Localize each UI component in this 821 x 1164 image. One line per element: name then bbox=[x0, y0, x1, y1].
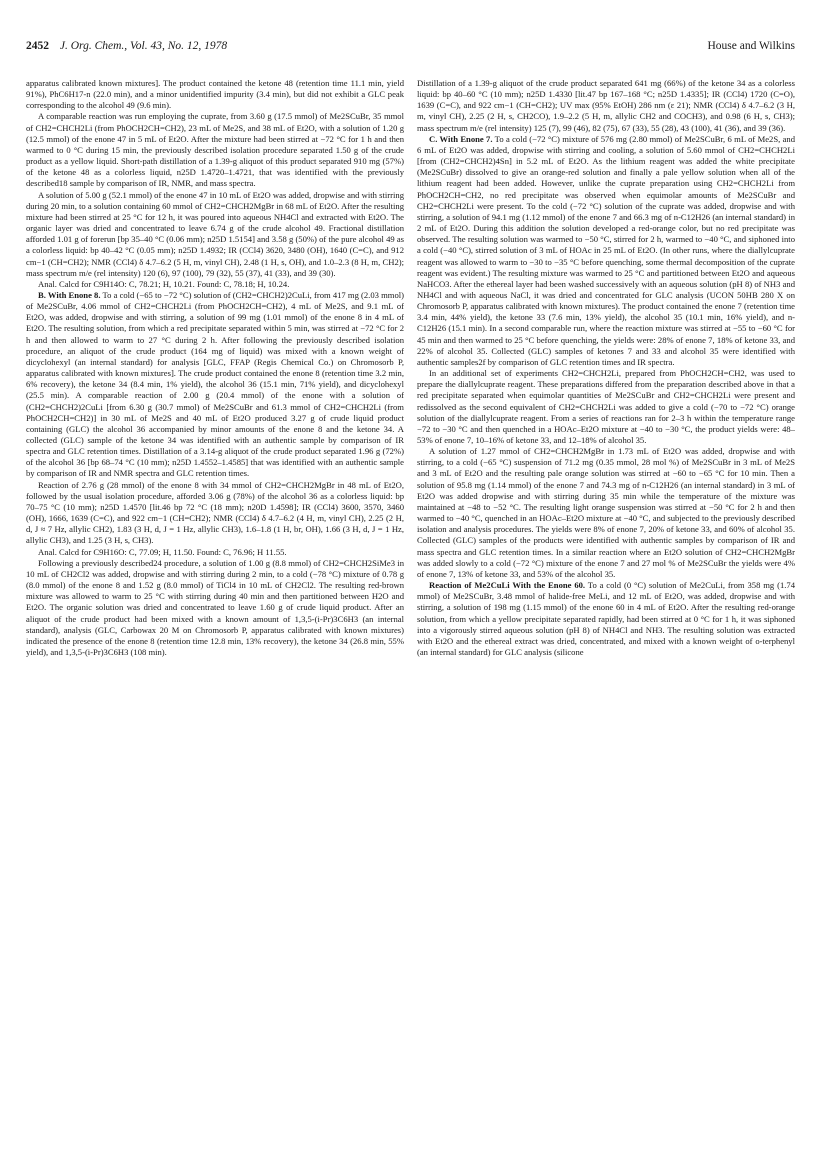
paragraph-text: apparatus calibrated known mixtures]. The product contained the ketone 48 (retention time 11.1 min, yield 91%), PhC6H17-n (22.0 min), and a minor unidentified impurity (3.4 min), but did not exhibit a GLC peak corresponding to the alcohol 49 (9.6 min). bbox=[26, 78, 404, 111]
paragraph-text: Anal. Calcd for C9H14O: C, 78.21; H, 10.21. Found: C, 78.18; H, 10.24. bbox=[38, 278, 290, 289]
left-column bbox=[26, 78, 404, 1148]
paragraph bbox=[26, 279, 404, 290]
paragraph-text: Anal. Calcd for C9H16O: C, 77.09; H, 11.50. Found: C, 76.96; H 11.55. bbox=[38, 546, 287, 557]
paragraph bbox=[26, 78, 404, 111]
run-in-heading: B. With Enone 8. bbox=[38, 289, 101, 300]
paragraph bbox=[26, 111, 404, 189]
paragraph-text: In an additional set of experiments CH2=CHCH2Li, prepared from PhOCH2CH=CH2, was used to prepare the diallylcuprate reagent. These preparations differed from the preparation described above in that a red precipitate separated when equimolar quantities of Me2SCuBr and CH2=CHCH2Li were present and redissolved as the second equivalent of CH2=CHCH2Li was added to give a cold (−70 to −72 °C) orange solution of the diallylcuprate reagent. From a series of reactions ran for 2–3 h within the temperature range −72 to −30 °C and then quenched in a HOAc–Et2O mixture at −40 to −30 °C, the product yields were: 48–53% of enone 7, 10–16% of ketone 33, and 12–18% of alcohol 35. bbox=[417, 368, 795, 445]
paragraph bbox=[26, 558, 404, 658]
paragraph bbox=[417, 580, 795, 658]
journal-citation: J. Org. Chem., Vol. 43, No. 12, 1978 bbox=[59, 40, 228, 52]
paragraph-text: A solution of 5.00 g (52.1 mmol) of the enone 47 in 10 mL of Et2O was added, dropwise and with stirring during 20 min, to a solution containing 60 mmol of CH2=CHCH2MgBr in 68 mL of Et2O. After the resulting mixture had been stirred at 25 °C for 12 h, it was poured into aqueous NH4Cl and extracted with Et2O. The organic layer was dried and concentrated to leave 6.74 g of the crude alcohol 49. Fractional distillation afforded 1.01 g of forerun [bp 35–40 °C (0.06 mm); n25D 1.5154] and 3.58 g (50%) of the pure alcohol 49 as a colorless liquid: bp 40–42 °C (0.05 mm); n25D 1.4932; IR (CCl4) 3620, 3480 (OH), 1640 (C=C), and 912 cm−1 (CH=CH2); NMR (CCl4) δ 4.7–6.2 (5 H, m, vinyl CH), 2.48 (1 H, s, OH), and 1.0–2.3 (8 H, m, CH2); mass spectrum m/e (rel intensity) 120 (6), 97 (100), 79 (32), 55 (37), 41 (33), and 39 (30). bbox=[26, 189, 404, 278]
paragraph bbox=[417, 78, 795, 134]
running-authors: House and Wilkins bbox=[707, 40, 795, 52]
paragraph-text: A comparable reaction was run employing the cuprate, from 3.60 g (17.5 mmol) of Me2SCuBr, 35 mmol of CH2=CHCH2Li (from PhOCH2CH=CH2), 23 mL of Me2S, and 38 mL of Et2O, with a solution of 1.20 g (12.5 mmol) of the enone 47 in 5 mL of Et2O. After the mixture had been stirred at −72 °C for 1 h and then warmed to 0 °C during 15 min, the previously described isolation procedure separated 1.50 g of the crude product as a yellow liquid. Short-path distillation of a 1.39-g aliquot of this product separated 910 mg (57%) of the ketone 48 as a colorless liquid, n25D 1.4720–1.4721, that was identified with the previously described18 sample by comparison of IR, NMR, and mass spectra. bbox=[26, 111, 404, 189]
paragraph bbox=[417, 368, 795, 446]
paragraph-text: Following a previously described24 procedure, a solution of 1.00 g (8.8 mmol) of CH2=CHCH2SiMe3 in 10 mL of CH2Cl2 was added, dropwise and with stirring during 2 min, to a cold (−78 °C) mixture of 0.78 g (8.0 mmol) of the enone 8 and 1.52 g (8.0 mmol) of TiCl4 in 10 mL of CH2Cl2. The resulting red-brown mixture was allowed to warm to 25 °C with stirring during 40 min and then partitioned between H2O and Et2O. The organic solution was dried and concentrated to leave 1.60 g of crude liquid product. After an aliquot of the crude product had been mixed with a known amount of 1,3,5-(i-Pr)3C6H3 (an internal standard), analysis (GLC, Carbowax 20 M on Chromosorb P, apparatus calibrated with known mixtures) indicated the presence of the enone 8 (retention time 12.8 min, 13% recovery), the ketone 34 (26.8 min, 55% yield), and 1,3,5-(i-Pr)3C6H3 (108 min). bbox=[26, 557, 404, 657]
paragraph bbox=[26, 480, 404, 547]
paragraph-text: To a cold (0 °C) solution of Me2CuLi, from 358 mg (1.74 mmol) of Me2SCuBr, 3.48 mmol of halide-free MeLi, and 12 mL of Et2O, was added, dropwise and with stirring, a solution of 198 mg (1.15 mmol) of the enone 60 in 4 mL of Et2O. After the resulting red-orange solution, from which a yellow precipitate separated rapidly, had been stirred at 0 °C for 1 h, it was siphoned into a vigorously stirred aqueous solution (pH 8) of NH4Cl and NH3. The resulting solution was extracted with Et2O and the ethereal extract was dried, concentrated, and mixed with a known weight of o-terphenyl (an internal standard) for GLC analysis (silicone bbox=[417, 580, 795, 657]
paragraph bbox=[26, 190, 404, 279]
paragraph-text: To a cold (−65 to −72 °C) solution of (CH2=CHCH2)2CuLi, from 417 mg (2.03 mmol) of Me2SCuBr, 4.06 mmol of CH2=CHCH2Li (from PhOCH2CH=CH2), 4 mL of Me2S, and 9.1 mL of Et2O, was added, dropwise and with stirring, a solution of 99 mg (1.01 mmol) of the enone 8 in 4 mL of Et2O. The resulting solution, from which a red precipitate separated within 5 min, was stirred at −72 °C for 2 h and then allowed to warm to 27 °C during 2 h. After following the previously described isolation procedure, an aliquot of the crude product (164 mg of liquid) was mixed with a known weight of dicyclohexyl (an internal standard) for analysis [GLC, FFAP (Regis Chemical Co.) on Chromosorb P, apparatus calibrated with known mixtures]. The crude product contained the enone 8 (retention time 3.2 min, 6% recovery), the ketone 34 (8.4 min, 1% yield), the alcohol 36 (15.1 min, 71% yield), and dicyclohexyl (25.5 min). A comparable reaction of 2.00 g (20.4 mmol) of the enone with a solution of (CH2=CHCH2)2CuLi [from 6.30 g (30.7 mmol) of Me2SCuBr and 61.3 mmol of CH2=CHCH2Li (from PhOCH2CH=CH2)] in 30 mL of Me2S and 40 mL of Et2O produced 3.27 g of crude liquid product containing (GLC) the alcohol 36 accompanied by minor amounts of the enone 8 and the ketone 34. A collected (GLC) sample of the ketone 34 was identified with an authentic sample by comparison of IR spectra and GLC retention times. Distillation of a 3.14-g aliquot of the crude product separated 1.96 g (72%) of the alcohol 36 [bp 68–74 °C (10 mm); n25D 1.4552–1.4585] that was identified with an authentic sample by comparison of IR and NMR spectra and GLC retention times. bbox=[26, 289, 404, 479]
paragraph bbox=[417, 446, 795, 580]
paragraph-text: To a cold (−72 °C) mixture of 576 mg (2.80 mmol) of Me2SCuBr, 6 mL of Me2S, and 6 mL of Et2O was added, dropwise with stirring and cooling, a solution of 5.60 mmol of CH2=CHCH2Li [from (CH2=CHCH2)4Sn] in 5.2 mL of Et2O. As the lithium reagent was added the white precipitate (Me2SCuBr) dissolved to give an orange-red solution and finally a pale yellow solution when all of the lithium reagent had been added. However, unlike the cuprate preparation using CH2=CHCH2Li from PhOCH2CH=CH2, no red precipitate was observed when equimolar amounts of Me2SCuBr and CH2=CHCH2Li were present. To the cold (−72 °C) solution of the cuprate was added, dropwise and with stirring, a solution of 94.1 mg (1.12 mmol) of the enone 7 and 66.3 mg of n-C12H26 (an internal standard) in 2 mL of Et2O. During this addition the solution developed a red-orange color, but no red precipitate was observed. The resulting solution was warmed to −50 °C, stirred for 2 h, warmed to −40 °C, and siphoned into a cold (−40 °C), stirred solution of 3 mL of HOAc in 25 mL of Et2O. (In other runs, where the diallylcuprate reagent was allowed to warm to −30 to −35 °C before quenching, some thermal decomposition of the cuprate reagent was evident.) The resulting mixture was warmed to 25 °C and partitioned between Et2O and aqueous NaHCO3. After the ethereal layer had been washed successively with an aqueous solution (pH 8) of NH3 and NH4Cl and with aqueous NaCl, it was dried and concentrated for GLC analysis (UCON 50HB 280 X on Chromosorb P, apparatus calibrated with known mixtures). The product contained the enone 7 (retention time 3.4 min, 44% yield), the ketone 33 (7.6 min, 13% yield), the alcohol 35 (10.1 min, 16% yield), and n-C12H26 (15.1 min). In a second comparable run, where the reaction mixture was stirred at −55 to −60 °C for 45 min and then warmed to 25 °C before quenching, the yields were: 28% of enone 7, 18% of ketone 33, and 22% of alcohol 35. Collected (GLC) samples of ketones 7 and 33 and alcohol 35 were identified with authentic samples2f by comparison of GLC retention times and IR spectra. bbox=[417, 133, 795, 367]
run-in-heading: Reaction of Me2CuLi With the Enone 60. bbox=[429, 580, 586, 591]
paragraph-text: Reaction of 2.76 g (28 mmol) of the enone 8 with 34 mmol of CH2=CHCH2MgBr in 48 mL of Et2O, followed by the usual isolation procedure, afforded 3.06 g (78%) of the alcohol 36 as a colorless liquid: bp 70–75 °C (10 mm); n25D 1.4570 [lit.46 bp 72 °C (18 mm); n20D 1.4598]; IR (CCl4) 3600, 3570, 3460 (OH), 1666, 1639 (C=C), and 922 cm−1 (CH=CH2); NMR (CCl4) δ 4.7–6.2 (4 H, m, vinyl CH), 2.25 (2 H, d, J ≈ 7 Hz, allylic CH2), 1.83 (3 H, d, J = 1 Hz, allylic CH3), 1.6–1.8 (1 H, br, OH), 1.66 (3 H, d, J = 1 Hz, allylic CH3), and 1.25 (3 H, s, CH3). bbox=[26, 479, 404, 546]
paragraph bbox=[417, 134, 795, 368]
page-number: 2452 bbox=[26, 40, 49, 52]
paragraph bbox=[26, 547, 404, 558]
right-column bbox=[417, 78, 795, 1148]
paragraph bbox=[26, 290, 404, 480]
paragraph-text: Distillation of a 1.39-g aliquot of the crude product separated 641 mg (66%) of the ketone 34 as a colorless liquid: bp 40–60 °C (10 mm); n25D 1.4330 [lit.47 bp 167–168 °C; n25D 1.4335]; IR (CCl4) 1720 (C=O), 1639 (C=C), and 922 cm−1 (CH=CH2); UV max (95% EtOH) 286 nm (ε 21); NMR (CCl4) δ 4.7–6.2 (3 H, m, vinyl CH), 2.25 (2 H, s, CH2CO), 1.9–2.2 (5 H, m, allylic CH2 and COCH3), and 0.98 (6 H, s, CH3); mass spectrum m/e (rel intensity) 125 (7), 99 (46), 82 (75), 67 (33), 55 (28), 43 (100), 41 (36), and 39 (36). bbox=[417, 78, 795, 133]
run-in-heading: C. With Enone 7. bbox=[429, 133, 493, 144]
page-header bbox=[26, 40, 795, 58]
header-left bbox=[26, 40, 227, 52]
paragraph-text: A solution of 1.27 mmol of CH2=CHCH2MgBr in 1.73 mL of Et2O was added, dropwise and with stirring, to a cold (−65 °C) suspension of 71.2 mg (0.35 mmol, 28 mol %) of Me2SCuBr in 3 mL of Me2S and 3 mL of Et2O and the resulting pale orange solution was stirred at −60 to −65 °C for 10 min. Then a solution of 95.8 mg (1.14 mmol) of the enone 7 and 74.3 mg of n-C12H26 (an internal standard) in 3 mL of Et2O was added dropwise and with stirring during 35 min while the temperature of the mixture was maintained at −48 to −52 °C. The resulting light orange suspension was stirred at −50 °C for 2 h and then warmed to −40 °C, quenched in an HOAc–Et2O mixture at −40 °C, and subjected to the previously described isolation and analysis procedures. The yields were 8% of enone 7, 20% of ketone 33, and 60% of alcohol 35. Collected (GLC) samples of the products were identified with authentic samples by comparison of IR and mass spectra and GLC retention times. In a similar reaction where an Et2O solution of CH2=CHCH2MgBr was added slowly to a cold (−72 °C) mixture of the enone 7 and 27 mol % of Me2SCuBr the yields were 4% of enone 7, 13% of ketone 33, and 53% of the alcohol 35. bbox=[417, 446, 795, 579]
